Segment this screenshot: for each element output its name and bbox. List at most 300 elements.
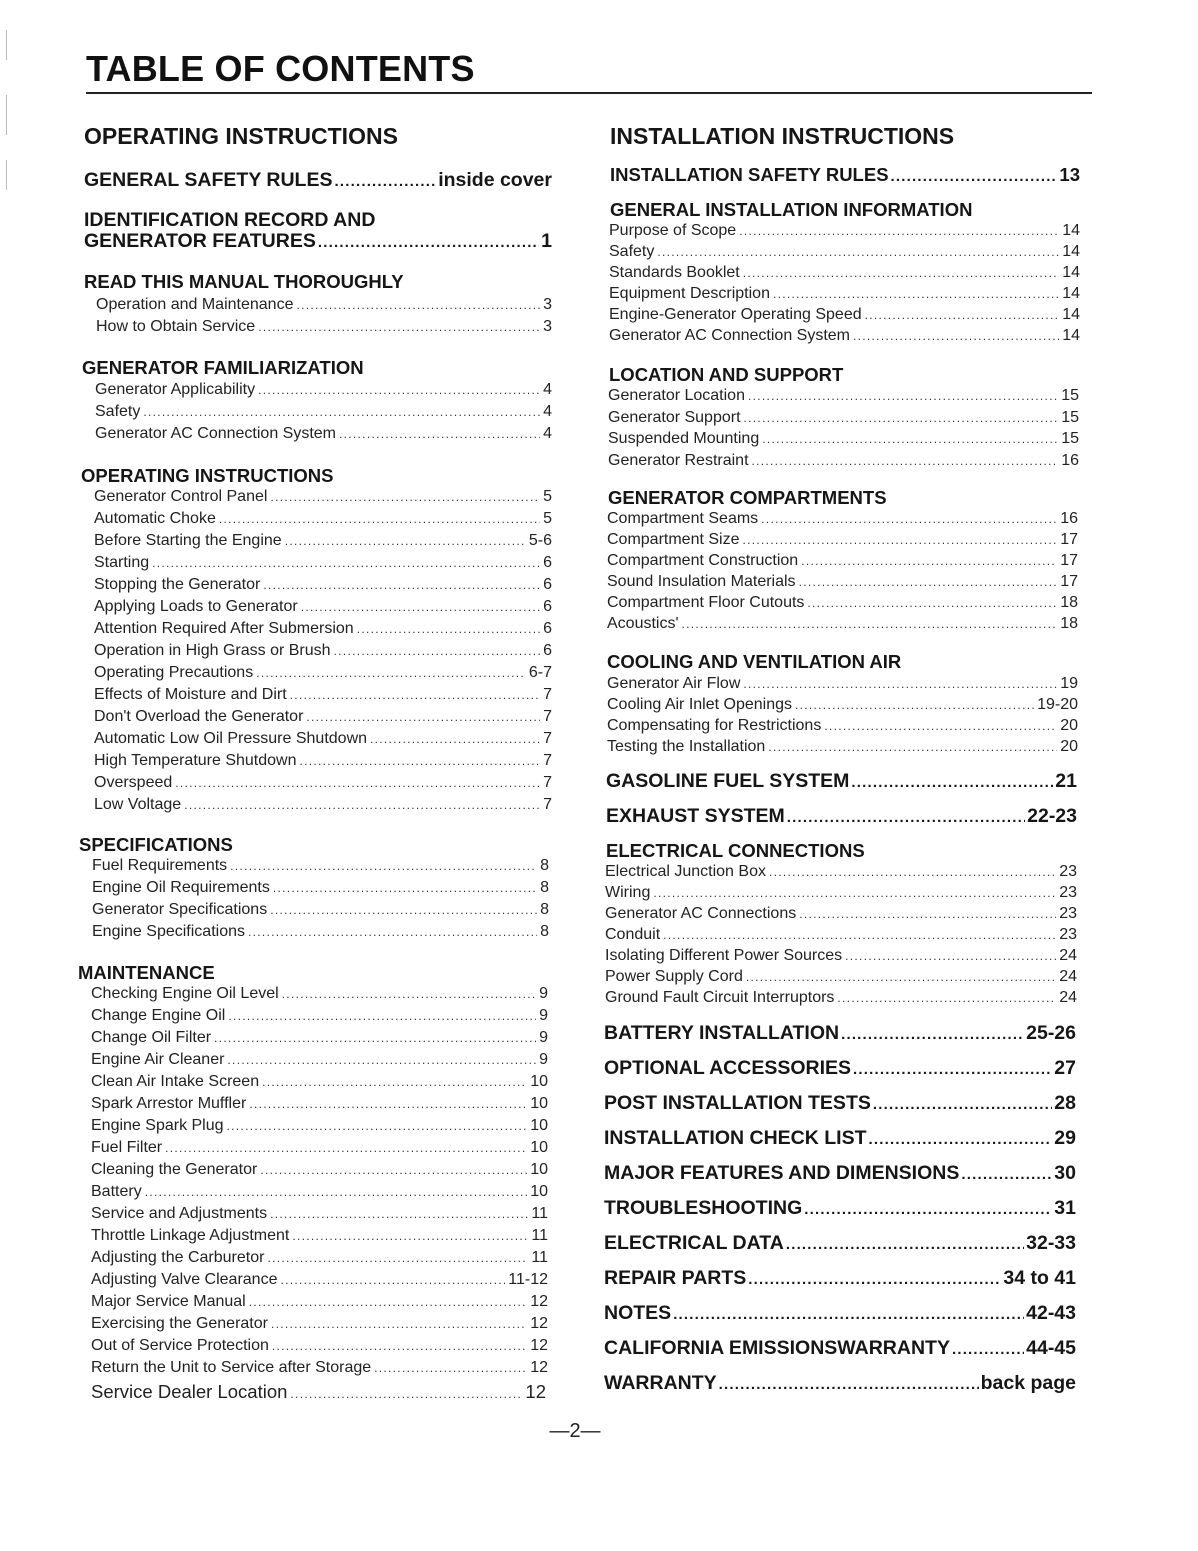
toc-entry-gasoline-fuel-system[interactable] [606,770,1077,793]
dot-leader [804,1201,1052,1218]
right-column-heading: INSTALLATION INSTRUCTIONS [610,123,955,149]
toc-entry-safety[interactable] [95,403,552,421]
dot-leader [145,1185,528,1199]
entry-page: 23 [1059,905,1077,922]
dot-leader [824,719,1057,733]
entry-label: Cleaning the Generator [91,1161,258,1178]
toc-entry-wiring[interactable] [605,884,1077,902]
entry-page: 9 [539,1051,548,1068]
dot-leader [799,575,1058,589]
dot-leader [746,970,1056,984]
entry-label: Adjusting the Carburetor [91,1249,265,1266]
dot-leader [290,688,540,702]
dot-leader [795,698,1034,712]
toc-entry-suspended-mounting[interactable] [608,430,1079,448]
entry-label: Operation and Maintenance [96,296,294,313]
entry-label: Power Supply Cord [605,968,743,985]
entry-label: GENERAL SAFETY RULES [84,169,333,191]
entry-page: 9 [539,1007,548,1024]
dot-leader [165,1141,527,1155]
section-heading-general-installation: GENERAL INSTALLATION INFORMATION [610,199,973,220]
entry-label: Purpose of Scope [609,222,737,239]
dot-leader [334,644,541,658]
entry-page: 6 [543,620,552,637]
entry-label: ELECTRICAL DATA [604,1232,784,1254]
entry-page: 7 [543,708,552,725]
scan-margin-mark [6,30,7,60]
entry-page: 14 [1062,285,1080,302]
toc-entry-service-and-adjustments[interactable] [91,1205,548,1223]
entry-page: 17 [1060,531,1078,548]
dot-leader [769,865,1056,879]
entry-label: Conduit [605,926,661,943]
entry-page: 4 [543,403,552,420]
entry-label: Generator AC Connections [605,905,797,922]
dot-leader [762,432,1058,446]
dot-leader [292,1229,528,1243]
dot-leader [374,1361,527,1375]
toc-entry-power-supply-cord[interactable] [605,968,1077,986]
dot-leader [873,1096,1052,1113]
dot-leader [743,266,1059,280]
dot-leader [773,287,1059,301]
entry-label: Engine-Generator Operating Speed [609,306,862,323]
toc-entry-ground-fault-circuit-interruptors[interactable] [605,989,1077,1007]
entry-label: Generator Air Flow [607,675,741,692]
section-heading-electrical: ELECTRICAL CONNECTIONS [606,840,865,861]
entry-page: 34 to 41 [1003,1267,1076,1289]
entry-label: Compartment Size [607,531,740,548]
entry-label: Generator Specifications [92,901,268,918]
toc-entry-compartment-seams[interactable] [607,510,1078,528]
entry-page: 12 [530,1315,548,1332]
dot-leader [752,454,1059,468]
dot-leader [807,596,1057,610]
toc-entry-generator-features[interactable] [84,230,552,253]
entry-page: 14 [1062,306,1080,323]
toc-entry-generator-control-panel[interactable] [94,488,552,506]
entry-page: 10 [530,1161,548,1178]
entry-page: 7 [543,752,552,769]
toc-entry-standards-booklet[interactable] [609,264,1080,282]
entry-page: 5-6 [528,532,552,549]
dot-leader [743,533,1058,547]
entry-page: 11 [531,1205,548,1222]
toc-entry-out-of-service-protection[interactable] [91,1337,548,1355]
entry-label: How to Obtain Service [96,318,256,335]
toc-entry-engine-oil-requirements[interactable] [92,879,549,897]
section-heading-operating: OPERATING INSTRUCTIONS [81,465,334,486]
dot-leader [853,1061,1052,1078]
toc-entry-automatic-low-oil-pressure-shutdown[interactable] [94,730,552,748]
entry-page: 6 [543,554,552,571]
toc-entry-engine-spark-plug[interactable] [91,1117,548,1135]
dot-leader [228,1009,536,1023]
toc-entry-isolating-different-power-sources[interactable] [605,947,1077,965]
left-column-heading: OPERATING INSTRUCTIONS [84,123,398,149]
toc-entry-notes[interactable] [604,1302,1076,1325]
entry-page: 9 [539,985,548,1002]
toc-entry-electrical-data[interactable] [604,1232,1076,1255]
dot-leader [248,925,537,939]
scan-margin-mark [6,160,7,190]
dot-leader [285,534,526,548]
toc-entry-purpose-of-scope[interactable] [609,222,1080,240]
entry-label: Compensating for Restrictions [607,717,822,734]
entry-label: Automatic Choke [94,510,216,527]
dot-leader [787,809,1025,826]
toc-entry-battery-installation[interactable] [604,1022,1076,1045]
dot-leader [230,859,537,873]
dot-leader [258,320,540,334]
entry-page: 4 [543,425,552,442]
entry-page: 18 [1060,594,1078,611]
entry-page: 13 [1059,164,1080,185]
entry-label: Generator Applicability [95,381,256,398]
entry-label: Operating Precautions [94,664,254,681]
entry-label: Generator Support [608,408,741,426]
toc-entry-return-the-unit-to-service-after-storage[interactable] [91,1359,548,1377]
entry-page: 3 [543,296,552,313]
dot-leader [657,245,1059,259]
entry-page: 42-43 [1026,1302,1076,1324]
entry-page: 15 [1061,387,1079,404]
entry-label: Sound Insulation Materials [607,573,796,590]
entry-page: 14 [1062,222,1080,239]
toc-entry-major-service-manual[interactable] [91,1293,548,1311]
dot-leader [272,1339,527,1353]
title-rule [86,92,1092,94]
entry-page: 32-33 [1026,1232,1076,1254]
entry-page: 10 [530,1117,548,1134]
entry-label: Compartment Construction [607,552,799,569]
section-heading-location: LOCATION AND SUPPORT [609,364,844,385]
entry-label: REPAIR PARTS [604,1267,747,1289]
entry-label: Testing the Installation [607,738,766,755]
entry-label: Generator Location [608,387,745,404]
toc-entry-battery[interactable] [91,1183,548,1201]
toc-entry-installation-safety-rules[interactable] [610,164,1080,186]
entry-label: NOTES [604,1302,672,1324]
dot-leader [249,1097,527,1111]
toc-entry-generator-specifications[interactable] [92,901,549,919]
toc-entry-warranty[interactable] [604,1372,1076,1395]
dot-leader [761,512,1057,526]
section-heading-specifications: SPECIFICATIONS [79,834,233,855]
dot-leader [263,578,540,592]
entry-label: Spark Arrestor Muffler [91,1095,247,1112]
toc-entry-acoustics[interactable] [607,615,1078,633]
toc-entry-exercising-the-generator[interactable] [91,1315,548,1333]
entry-page: 20 [1060,738,1078,755]
entry-label: MAJOR FEATURES AND DIMENSIONS [604,1162,960,1184]
entry-label: Throttle Linkage Adjustment [91,1227,290,1244]
toc-entry-generator-ac-connection-system[interactable] [95,425,552,443]
toc-entry-clean-air-intake-screen[interactable] [91,1073,548,1091]
entry-page: 10 [530,1183,548,1200]
dot-leader [271,1317,527,1331]
entry-page: 29 [1054,1127,1076,1149]
toc-entry-generator-support[interactable] [608,409,1079,427]
dot-leader [768,740,1057,754]
entry-label: Attention Required After Submersion [94,620,354,637]
entry-page: 15 [1061,430,1079,447]
toc-entry-installation-check-list[interactable] [604,1127,1076,1150]
toc-entry-compartment-floor-cutouts[interactable] [607,594,1078,612]
entry-page: 12 [530,1293,548,1310]
dot-leader [270,903,537,917]
entry-label: INSTALLATION SAFETY RULES [610,164,889,185]
toc-entry-generator-ac-connection-system[interactable] [609,327,1080,345]
toc-entry-high-temperature-shutdown[interactable] [94,752,552,770]
toc-entry-generator-air-flow[interactable] [607,675,1078,693]
dot-leader [249,1295,527,1309]
entry-label: Cooling Air Inlet Openings [607,696,792,713]
dot-leader [673,1306,1024,1323]
entry-label: WARRANTY [604,1372,717,1394]
entry-page: 28 [1054,1092,1076,1114]
entry-page: 12 [530,1359,548,1376]
dot-leader [663,928,1056,942]
toc-entry-conduit[interactable] [605,926,1077,944]
toc-entry-automatic-choke[interactable] [94,510,552,528]
toc-entry-throttle-linkage-adjustment[interactable] [91,1227,548,1245]
dot-leader [719,1376,979,1393]
dot-leader [334,173,436,190]
dot-leader [748,1271,1001,1288]
entry-page: 23 [1059,863,1077,880]
toc-entry-california-emissionswarranty[interactable] [604,1337,1076,1360]
entry-label: Major Service Manual [91,1293,246,1310]
entry-page: 7 [543,730,552,747]
entry-page: 5 [543,510,552,527]
entry-page: 10 [530,1095,548,1112]
entry-label: Acoustics' [607,615,679,632]
entry-page: 23 [1059,926,1077,943]
entry-page: 14 [1062,327,1080,344]
toc-entry-effects-of-moisture-and-dirt[interactable] [94,686,552,704]
entry-page: 17 [1060,573,1078,590]
toc-entry-spark-arrestor-muffler[interactable] [91,1095,548,1113]
toc-entry-engine-air-cleaner[interactable] [91,1051,548,1069]
dot-leader [270,490,540,504]
entry-page: 11-12 [508,1271,548,1288]
entry-label: Generator Control Panel [94,488,268,505]
dot-leader [175,776,540,790]
toc-entry-change-oil-filter[interactable] [91,1029,548,1047]
entry-label: INSTALLATION CHECK LIST [604,1127,867,1149]
dot-leader [143,405,540,419]
entry-label: Out of Service Protection [91,1337,269,1354]
dot-leader [869,1131,1053,1148]
entry-page: 11 [531,1227,548,1244]
entry-page: 7 [543,686,552,703]
entry-label: Safety [609,243,655,260]
entry-label: Isolating Different Power Sources [605,947,843,964]
section-heading-familiarization: GENERATOR FAMILIARIZATION [82,357,364,378]
toc-entry-operation-and-maintenance[interactable] [96,296,552,314]
section-heading-compartments: GENERATOR COMPARTMENTS [608,487,887,508]
entry-page: 19-20 [1037,696,1078,713]
toc-entry-attention-required-after-submersion[interactable] [94,620,552,638]
entry-page: 11 [531,1249,548,1266]
toc-entry-fuel-filter[interactable] [91,1139,548,1157]
toc-entry-electrical-junction-box[interactable] [605,863,1077,881]
toc-entry-generator-ac-connections[interactable] [605,905,1077,923]
dot-leader [296,298,540,312]
entry-label: Engine Spark Plug [91,1117,224,1134]
toc-entry-troubleshooting[interactable] [604,1197,1076,1220]
entry-label: Engine Specifications [92,923,245,940]
dot-leader [739,224,1059,238]
entry-label: Change Engine Oil [91,1007,226,1024]
identification-heading-line1: IDENTIFICATION RECORD AND [84,209,376,231]
entry-label: Fuel Filter [91,1139,163,1156]
entry-label: OPTIONAL ACCESSORIES [604,1057,852,1079]
entry-label: Exercising the Generator [91,1315,268,1332]
entry-label: Change Oil Filter [91,1029,212,1046]
entry-label: Automatic Low Oil Pressure Shutdown [94,730,368,747]
entry-label: Standards Booklet [609,264,740,281]
toc-entry-before-starting-the-engine[interactable] [94,532,552,550]
dot-leader [841,1026,1024,1043]
toc-entry-generator-location[interactable] [608,387,1079,405]
dot-leader [801,554,1057,568]
entry-label: CALIFORNIA EMISSIONSWARRANTY [604,1337,950,1359]
entry-label: POST INSTALLATION TESTS [604,1092,871,1114]
entry-label: BATTERY INSTALLATION [604,1022,840,1044]
entry-label: Ground Fault Circuit Interruptors [605,989,835,1006]
entry-label: Checking Engine Oil Level [91,985,279,1002]
toc-entry-compensating-for-restrictions[interactable] [607,717,1078,735]
toc-entry-testing-the-installation[interactable] [607,738,1078,756]
dot-leader [152,556,540,570]
entry-page: 1 [541,230,552,252]
toc-entry-low-voltage[interactable] [94,796,552,814]
toc-entry-sound-insulation-materials[interactable] [607,573,1078,591]
toc-entry-checking-engine-oil-level[interactable] [91,985,548,1003]
entry-page: 12 [530,1337,548,1354]
toc-entry-adjusting-valve-clearance[interactable] [91,1271,548,1289]
dot-leader [273,881,537,895]
toc-entry-compartment-construction[interactable] [607,552,1078,570]
dot-leader [270,1207,528,1221]
dot-leader [339,427,540,441]
entry-label: Effects of Moisture and Dirt [94,686,287,703]
toc-entry-adjusting-the-carburetor[interactable] [91,1249,548,1267]
toc-entry-general-safety-rules[interactable] [84,169,552,192]
entry-label: GASOLINE FUEL SYSTEM [606,770,850,792]
toc-entry-cleaning-the-generator[interactable] [91,1161,548,1179]
toc-entry-overspeed[interactable] [94,774,552,792]
entry-page: 24 [1059,968,1077,985]
entry-page: 15 [1061,408,1079,426]
toc-entry-repair-parts[interactable] [604,1267,1076,1290]
dot-leader [845,949,1056,963]
section-heading-read-manual: READ THIS MANUAL THOROUGHLY [84,271,404,292]
toc-entry-cooling-air-inlet-openings[interactable] [607,696,1078,714]
toc-entry-operation-in-high-grass-or-brush[interactable] [94,642,552,660]
toc-entry-stopping-the-generator[interactable] [94,576,552,594]
toc-entry-how-to-obtain-service[interactable] [96,318,552,336]
entry-label: Fuel Requirements [92,857,228,874]
entry-page: 14 [1062,264,1080,281]
dot-leader [262,1075,527,1089]
entry-page: 24 [1059,947,1077,964]
entry-label: Electrical Junction Box [605,863,766,880]
entry-page: 5 [543,488,552,505]
entry-label: Starting [94,554,150,571]
toc-entry-starting[interactable] [94,554,552,572]
entry-page: 8 [540,857,549,874]
entry-label: Engine Oil Requirements [92,879,270,896]
dot-leader [891,168,1058,185]
toc-entry-change-engine-oil[interactable] [91,1007,548,1025]
dot-leader [214,1031,536,1045]
toc-entry-safety[interactable] [609,243,1080,261]
entry-label: Generator AC Connection System [95,425,337,442]
toc-entry-exhaust-system[interactable] [606,805,1077,828]
toc-entry-applying-loads-to-generator[interactable] [94,598,552,616]
toc-entry-engine-generator-operating-speed[interactable] [609,306,1080,324]
dot-leader [851,774,1053,791]
entry-page: 8 [540,901,549,918]
entry-label: TROUBLESHOOTING [604,1197,803,1219]
entry-label: Safety [95,403,141,420]
scan-margin-mark [6,95,7,135]
toc-entry-service-dealer-location[interactable] [91,1381,546,1403]
entry-label: Generator AC Connection System [609,327,851,344]
entry-page: 7 [543,774,552,791]
section-heading-cooling: COOLING AND VENTILATION AIR [607,651,902,672]
entry-label: Engine Air Cleaner [91,1051,225,1068]
toc-entry-fuel-requirements[interactable] [92,857,549,875]
entry-label: Overspeed [94,774,173,791]
dot-leader [280,1273,505,1287]
entry-label: Battery [91,1183,142,1200]
toc-entry-equipment-description[interactable] [609,285,1080,303]
page-title: TABLE OF CONTENTS [86,48,475,89]
entry-page: 6 [543,642,552,659]
entry-label: Applying Loads to Generator [94,598,298,615]
dot-leader [952,1341,1024,1358]
entry-page: 25-26 [1026,1022,1076,1044]
dot-leader [682,617,1058,631]
entry-page: 18 [1060,615,1078,632]
toc-entry-engine-specifications[interactable] [92,923,549,941]
section-heading-maintenance: MAINTENANCE [78,962,215,983]
toc-entry-compartment-size[interactable] [607,531,1078,549]
toc-entry-operating-precautions[interactable] [94,664,552,682]
toc-entry-optional-accessories[interactable] [604,1057,1076,1080]
entry-page: 31 [1054,1197,1076,1219]
dot-leader [290,1387,522,1401]
dot-leader [318,234,539,251]
entry-label: Operation in High Grass or Brush [94,642,331,659]
entry-page: 8 [540,923,549,940]
dot-leader [865,308,1060,322]
toc-entry-post-installation-tests[interactable] [604,1092,1076,1115]
entry-label: Compartment Seams [607,510,759,527]
entry-page: 9 [539,1029,548,1046]
toc-entry-don-t-overload-the-generator[interactable] [94,708,552,726]
toc-entry-generator-applicability[interactable] [95,381,552,399]
dot-leader [301,600,540,614]
toc-entry-generator-restraint[interactable] [608,452,1079,470]
toc-entry-major-features-and-dimensions[interactable] [604,1162,1076,1185]
dot-leader [219,512,540,526]
entry-label: EXHAUST SYSTEM [606,805,785,827]
